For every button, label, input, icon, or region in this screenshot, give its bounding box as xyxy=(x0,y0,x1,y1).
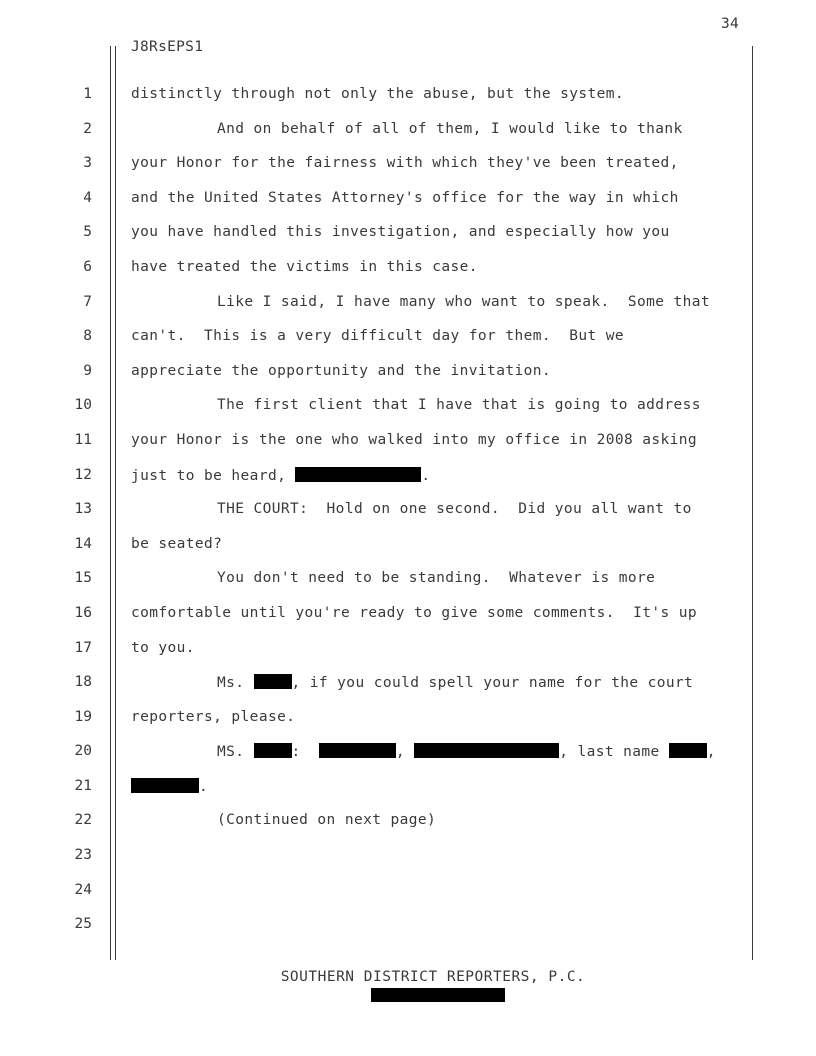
line-number: 18 xyxy=(74,674,92,691)
transcript-line xyxy=(0,735,816,770)
line-text xyxy=(217,501,692,517)
text-segment: MS. xyxy=(217,744,254,761)
text-segment: , xyxy=(706,744,716,761)
line-text xyxy=(217,397,701,413)
line-number: 12 xyxy=(74,466,92,483)
text-segment: and the United States Attorney's office for the way in which xyxy=(131,189,679,206)
text-segment: (Continued on next page) xyxy=(217,812,437,829)
text-segment: And on behalf of all of them, I would like to thank xyxy=(217,120,683,137)
line-text xyxy=(131,259,478,275)
text-segment: you have handled this investigation, and especially how you xyxy=(131,224,670,241)
text-segment: Like I said, I have many who want to speak. Some that xyxy=(217,293,711,310)
transcript-line xyxy=(0,216,816,251)
line-text xyxy=(131,709,295,725)
transcript-line xyxy=(0,666,816,701)
transcript-line xyxy=(0,113,816,148)
redaction-bar xyxy=(414,743,559,758)
transcript-line xyxy=(0,389,816,424)
transcript-line xyxy=(0,804,816,839)
line-text xyxy=(131,640,195,656)
line-text xyxy=(217,743,716,760)
text-segment: . xyxy=(421,467,431,484)
line-number: 7 xyxy=(83,293,92,310)
transcript-line xyxy=(0,251,816,286)
redaction-bar xyxy=(131,778,199,793)
text-segment: , xyxy=(395,744,415,761)
document-id: J8RsEPS1 xyxy=(131,39,204,55)
line-number: 20 xyxy=(74,743,92,760)
text-segment: your Honor for the fairness with which they've been treated, xyxy=(131,155,679,172)
transcript-line xyxy=(0,355,816,390)
line-text xyxy=(131,155,679,171)
line-number: 22 xyxy=(74,812,92,829)
transcript-body xyxy=(0,78,816,943)
line-number: 9 xyxy=(83,362,92,379)
footer-redaction-bar xyxy=(371,988,505,1002)
footer-reporter-name: SOUTHERN DISTRICT REPORTERS, P.C. xyxy=(280,969,586,985)
text-segment: distinctly through not only the abuse, but the system. xyxy=(131,86,625,102)
transcript-line xyxy=(0,874,816,909)
redaction-bar xyxy=(319,743,396,758)
text-segment: appreciate the opportunity and the invitation. xyxy=(131,362,551,379)
line-text xyxy=(217,570,655,586)
transcript-line xyxy=(0,424,816,459)
line-number: 6 xyxy=(83,258,92,275)
transcript-line xyxy=(0,839,816,874)
redaction-bar xyxy=(669,743,707,758)
line-text xyxy=(131,224,670,240)
line-text xyxy=(131,363,551,379)
line-number: 17 xyxy=(74,639,92,656)
page-number: 34 xyxy=(720,16,739,32)
line-text xyxy=(131,467,430,484)
text-segment: You don't need to be standing. Whatever is more xyxy=(217,570,656,587)
line-number: 11 xyxy=(74,431,92,448)
transcript-line xyxy=(0,528,816,563)
transcript-line xyxy=(0,459,816,494)
line-number: 2 xyxy=(83,120,92,137)
text-segment: THE COURT: Hold on one second. Did you all want to xyxy=(217,501,692,518)
text-segment: be seated? xyxy=(131,535,223,552)
line-text xyxy=(217,121,683,137)
line-number: 15 xyxy=(74,570,92,587)
text-segment: your Honor is the one who walked into my office in 2008 asking xyxy=(131,431,698,448)
line-number: 10 xyxy=(74,397,92,414)
line-number: 8 xyxy=(83,328,92,345)
text-segment: , if you could spell your name for the court xyxy=(291,675,694,692)
line-text xyxy=(131,190,679,206)
text-segment: can't. This is a very difficult day for them. But we xyxy=(131,328,625,345)
text-segment: , last name xyxy=(559,744,669,761)
text-segment: reporters, please. xyxy=(131,708,296,725)
redaction-bar xyxy=(254,674,292,689)
transcript-line xyxy=(0,493,816,528)
line-text xyxy=(131,86,624,102)
line-text xyxy=(217,674,693,691)
line-number: 13 xyxy=(74,501,92,518)
line-number: 16 xyxy=(74,604,92,621)
line-number: 14 xyxy=(74,535,92,552)
transcript-line xyxy=(0,78,816,113)
line-number: 5 xyxy=(83,224,92,241)
transcript-line xyxy=(0,182,816,217)
text-segment: just to be heard, xyxy=(131,467,296,484)
line-number: 4 xyxy=(83,189,92,206)
line-number: 21 xyxy=(74,777,92,794)
line-number: 3 xyxy=(83,155,92,172)
text-segment: . xyxy=(199,778,209,795)
transcript-line xyxy=(0,770,816,805)
line-text xyxy=(131,778,208,795)
transcript-line xyxy=(0,320,816,355)
text-segment: to you. xyxy=(131,639,195,656)
transcript-line xyxy=(0,632,816,667)
line-text xyxy=(217,812,436,828)
transcript-line xyxy=(0,597,816,632)
line-text xyxy=(131,328,624,344)
transcript-line xyxy=(0,562,816,597)
line-text xyxy=(131,536,222,552)
line-text xyxy=(217,294,710,310)
transcript-line xyxy=(0,701,816,736)
text-segment: : xyxy=(291,744,319,761)
line-text xyxy=(131,432,697,448)
transcript-line xyxy=(0,286,816,321)
text-segment: Ms. xyxy=(217,675,254,692)
transcript-line xyxy=(0,908,816,943)
redaction-bar xyxy=(254,743,292,758)
text-segment: The first client that I have that is going to address xyxy=(217,397,701,414)
text-segment: comfortable until you're ready to give some comments. It's up xyxy=(131,604,698,621)
line-number: 1 xyxy=(83,86,92,102)
line-number: 24 xyxy=(74,881,92,898)
line-number: 23 xyxy=(74,847,92,864)
transcript-line xyxy=(0,147,816,182)
line-number: 25 xyxy=(74,916,92,933)
text-segment: have treated the victims in this case. xyxy=(131,258,478,275)
redaction-bar xyxy=(295,467,421,482)
line-text xyxy=(131,605,697,621)
line-number: 19 xyxy=(74,708,92,725)
